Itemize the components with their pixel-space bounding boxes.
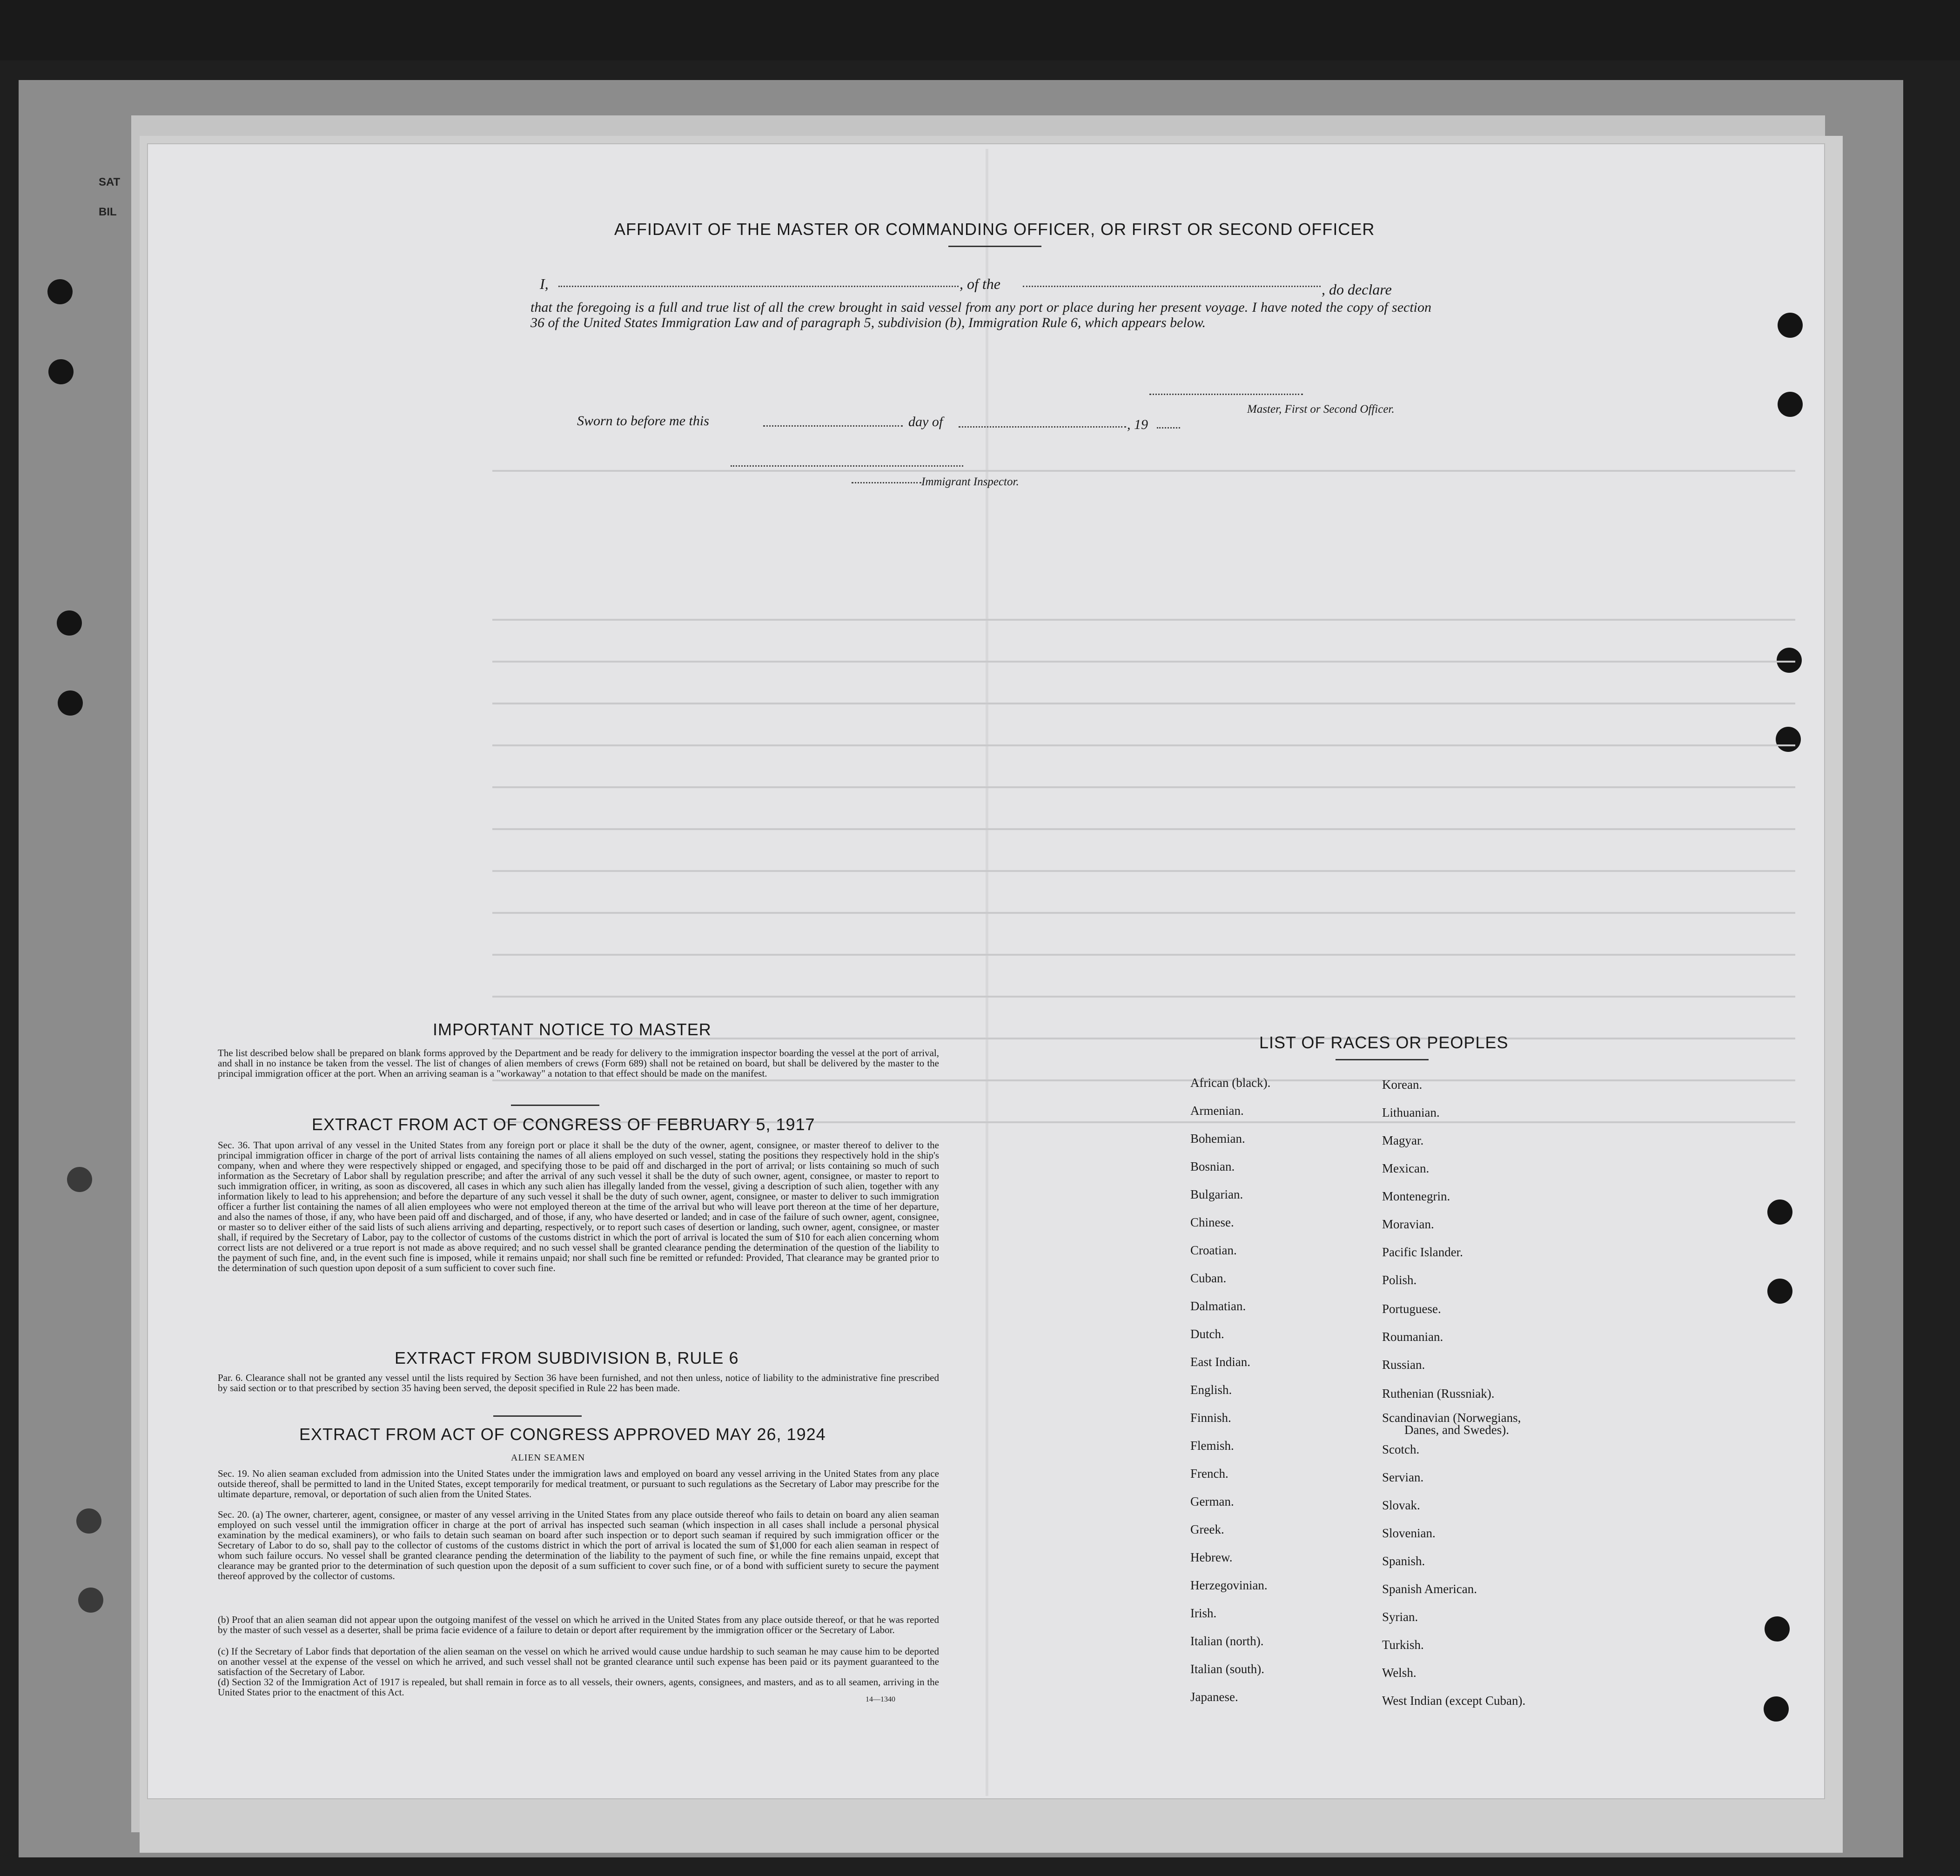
binder-hole [1776,727,1801,752]
race-item: Servian. [1382,1470,1424,1484]
race-item: Dalmatian. [1190,1299,1246,1313]
bleed-through-rule [492,912,1795,914]
section-divider [511,1105,599,1106]
race-item: Spanish. [1382,1554,1425,1568]
bleed-through-rule [492,786,1795,788]
sworn-day-field[interactable] [763,425,903,427]
binder-hole [67,1167,92,1192]
sworn-year-field[interactable] [1157,427,1180,429]
race-item: French. [1190,1467,1228,1481]
extract-1924-title: EXTRACT FROM ACT OF CONGRESS APPROVED MAY 26, 1924 [299,1425,826,1444]
race-item: Syrian. [1382,1610,1418,1624]
race-item: Turkish. [1382,1638,1424,1652]
race-item-continuation: Danes, and Swedes). [1404,1423,1509,1437]
vessel-name-field[interactable] [1023,286,1321,287]
sworn-label: Sworn to before me this [577,413,709,429]
race-item: Dutch. [1190,1327,1224,1341]
race-item: Portuguese. [1382,1302,1441,1316]
year-label: , 19 [1127,417,1148,432]
binder-hole [47,279,73,304]
race-item: Irish. [1190,1606,1217,1620]
race-item: Croatian. [1190,1243,1237,1257]
race-item: Korean. [1382,1078,1423,1092]
binder-hole [76,1508,101,1534]
race-item: Herzegovinian. [1190,1578,1268,1592]
bleed-through-rule [492,996,1795,998]
race-item: Spanish American. [1382,1582,1477,1596]
bleed-through-rule [492,828,1795,830]
race-item: Hebrew. [1190,1550,1233,1564]
extract-1917-text: Sec. 36. That upon arrival of any vessel in the United States from any foreign port or place it shall be the duty of the owner, agent, consignee, or master thereof to deliver to the principal immigration officer in charge of the port of arrival lists containing the names of all aliens employed on such vessel, stating the positions they respectively hold in the ship's company, when and where they were respectively shipped or engaged, and specifying those to be paid off and discharged in the port of arrival; or lists containing so much of such information as the Secretary of Labor shall by regulation prescribe; and after the arrival of any such vessel it shall be the duty of such owner, agent, consignee, or master to report to such immigration officer, in writing, as soon as discovered, all cases in which any such alien has illegally landed from the vessel, giving a description of such alien, together with any information likely to lead to his apprehension; and before the departure of any such vessel it shall be the duty of such owner, agent, consignee, or master to deliver to such immigration officer a further list containing the names of all alien employees who were not employed thereon at the time of the arrival but who will leave port thereon at the time of her departure, and also the names of those, if any, who have been paid off and discharged, and of those, if any, who have deserted or landed; and in case of the failure of such owner, agent, consignee, or master so to deliver either of the said lists of such aliens arriving and departing, respectively, or to report such cases of desertion or landing, such owner, agent, consignee, or master shall, if required by the Secretary of Labor, pay to the collector of customs of the customs district in which the port of arrival is located the sum of $10 for each alien concerning whom correct lists are not delivered or a true report is not made as above required; and no such vessel shall be granted clearance pending the determination of the question of the liability to the payment of such fine, and, in the event such fine is imposed, while it remains unpaid; nor shall such fine be remitted or refunded: Provided, That clearance may be granted prior to the determination of such question upon deposit of a sum sufficient to cover such fine. [218,1139,939,1273]
binder-hole [1764,1696,1789,1722]
races-title: LIST OF RACES OR PEOPLES [1259,1033,1509,1052]
binder-hole [1778,313,1803,338]
races-title-underline [1336,1059,1429,1060]
race-item: Montenegrin. [1382,1189,1450,1203]
race-item: Welsh. [1382,1666,1416,1680]
affiant-name-field[interactable] [558,286,959,287]
title-underline [948,246,1041,247]
extract-rule6-title: EXTRACT FROM SUBDIVISION B, RULE 6 [395,1348,739,1367]
race-item: Scotch. [1382,1442,1420,1456]
binder-hole [1765,1616,1790,1642]
race-item: Russian. [1382,1358,1425,1372]
race-item: Lithuanian. [1382,1106,1440,1119]
race-item: Italian (south). [1190,1662,1264,1676]
binder-hole [1767,1279,1792,1304]
inspector-caption: Immigrant Inspector. [921,476,1019,488]
race-item: Moravian. [1382,1217,1434,1231]
bleed-through-rule [492,619,1795,621]
section-divider [493,1415,582,1417]
binder-hole [58,690,83,716]
extract-1917-title: EXTRACT FROM ACT OF CONGRESS OF FEBRUARY 5, 1917 [312,1115,815,1134]
race-item: English. [1190,1383,1232,1397]
race-item: Slovak. [1382,1498,1420,1512]
declare-label: , do declare [1322,281,1392,298]
of-the-label: , of the [960,275,1000,292]
binder-hole [48,359,74,384]
extract-1924-sec20b: (b) Proof that an alien seaman did not appear upon the outgoing manifest of the vessel on which he arrived in the United States from any place outside thereof, or that he was reported by the master of such vessel as a deserter, shall be prima facie evidence of a failure to detain or deport after requirement by the immigration officer or the Secretary of Labor. [218,1614,939,1635]
race-item: East Indian. [1190,1355,1250,1369]
race-item: Cuban. [1190,1271,1227,1285]
affiant-label: I, [540,275,549,292]
signature-caption: Master, First or Second Officer. [1247,403,1395,415]
race-item: Bohemian. [1190,1132,1245,1146]
affidavit-form-page [148,144,1824,1798]
extract-rule6-text: Par. 6. Clearance shall not be granted any vessel until the lists required by Section 36 have been furnished, and not then unless, notice of liability to the administrative fine prescribed by said section or to that prescribed by section 35 having been served, the deposit specified in Rule 22 has been made. [218,1372,939,1394]
race-item: Finnish. [1190,1411,1231,1425]
race-item: Scandinavian (Norwegians, [1382,1411,1521,1425]
race-item: Pacific Islander. [1382,1245,1463,1259]
race-item: Japanese. [1190,1690,1238,1704]
race-item: Ruthenian (Russniak). [1382,1387,1495,1400]
fold-line [986,149,988,1796]
day-of-label: day of [908,414,943,429]
extract-1924-sec19: Sec. 19. No alien seaman excluded from admission into the United States under the immigration laws and employed on board any vessel arriving in the United States from any place outside thereof, shall be permitted to land in the United States, except temporarily for medical treatment, or pursuant to such regulations as the Secretary of Labor may prescribe for the ultimate departure, removal, or deportation of such alien from the United States. [218,1468,939,1500]
inspector-signature-field[interactable] [731,465,963,467]
race-item: Bulgarian. [1190,1187,1243,1201]
alien-seamen-subtitle: ALIEN SEAMEN [511,1453,585,1463]
sworn-month-field[interactable] [959,426,1126,428]
binder-hole [57,610,82,636]
race-item: Magyar. [1382,1133,1424,1147]
race-item: Roumanian. [1382,1330,1443,1344]
margin-mark-2: BIL [99,206,117,218]
bleed-through-rule [492,954,1795,956]
bleed-through-rule [492,661,1795,663]
race-item: Polish. [1382,1273,1417,1287]
race-item: German. [1190,1494,1234,1508]
race-item: Greek. [1190,1522,1224,1536]
race-item: Mexican. [1382,1161,1430,1175]
film-background [0,0,1960,60]
affidavit-title: AFFIDAVIT OF THE MASTER OR COMMANDING OFFICER, OR FIRST OR SECOND OFFICER [614,220,1375,239]
bleed-through-rule [492,870,1795,872]
bleed-through-rule [492,703,1795,704]
margin-mark-1: SAT [99,176,121,188]
race-item: Flemish. [1190,1439,1234,1453]
form-number: 14—1340 [866,1695,895,1703]
extract-1924-sec20d: (d) Section 32 of the Immigration Act of 1917 is repealed, but shall remain in force as to all vessels, their owners, agents, consignees, and masters, and as to all seamen, arriving in the United States prior to the enactment of this Act. [218,1676,939,1698]
bleed-through-rule [492,1079,1795,1081]
officer-signature-field[interactable] [1149,394,1303,395]
inspector-signature-field-2[interactable] [852,482,921,483]
affidavit-statement: that the foregoing is a full and true list of all the crew brought in said vessel from any port or place during her present voyage. I have noted the copy of section 36 of the United States Immigration Law and of paragraph 5, subdivision (b), Immigration Rule 6, which appears below. [530,300,1431,330]
bleed-through-rule [492,470,1795,472]
notice-title: IMPORTANT NOTICE TO MASTER [433,1020,712,1039]
extract-1924-sec20c: (c) If the Secretary of Labor finds that deportation of the alien seaman on the vessel on which he arrived would cause undue hardship to such seaman he may cause him to be deported on another vessel at the expense of the vessel on which he arrived, and such vessel shall not be granted clearance until such expense has been paid or its payment guaranteed to the satisfaction of the Secretary of Labor. [218,1646,939,1677]
race-item: Chinese. [1190,1215,1234,1229]
notice-text: The list described below shall be prepared on blank forms approved by the Department and be ready for delivery to the immigration inspector boarding the vessel at the port of arrival, and shall in no instance be taken from the vessel. The list of changes of alien members of crews (Form 689) shall not be retained on board, but shall be delivered by the master to the principal immigration officer at the port. When an arriving seaman is a "workaway" a notation to that effect should be made on the manifest. [218,1047,939,1079]
binder-hole [78,1588,103,1613]
race-item: West Indian (except Cuban). [1382,1694,1526,1708]
binder-hole [1767,1199,1792,1225]
race-item: Armenian. [1190,1104,1244,1118]
race-item: Italian (north). [1190,1634,1264,1648]
race-item: African (black). [1190,1076,1271,1090]
binder-hole [1777,648,1802,673]
race-item: Slovenian. [1382,1526,1436,1540]
race-item: Bosnian. [1190,1159,1235,1173]
bleed-through-rule [492,744,1795,746]
extract-1924-sec20a: Sec. 20. (a) The owner, charterer, agent, consignee, or master of any vessel arriving in the United States from any place outside thereof who fails to detain on board any alien seaman employed on such vessel until the immigration officer in charge at the port of arrival has inspected such seaman (which inspection in all cases shall include a personal physical examination by the medical examiners), or who fails to detain such seaman on board after such inspection or to deport such seaman if required by such immigration officer or the Secretary of Labor to do so, shall pay to the collector of customs of the customs district in which the port of arrival is located the sum of $1,000 for each alien seaman in respect of whom such failure occurs. No vessel shall be granted clearance pending the determination of the liability to the payment of such fine, or while the fine remains unpaid, except that clearance may be granted prior to the determination of such question upon the deposit of a sum sufficient to cover such fine, or of a bond with sufficient surety to secure the payment thereof approved by the collector of customs. [218,1509,939,1581]
binder-hole [1778,392,1803,417]
